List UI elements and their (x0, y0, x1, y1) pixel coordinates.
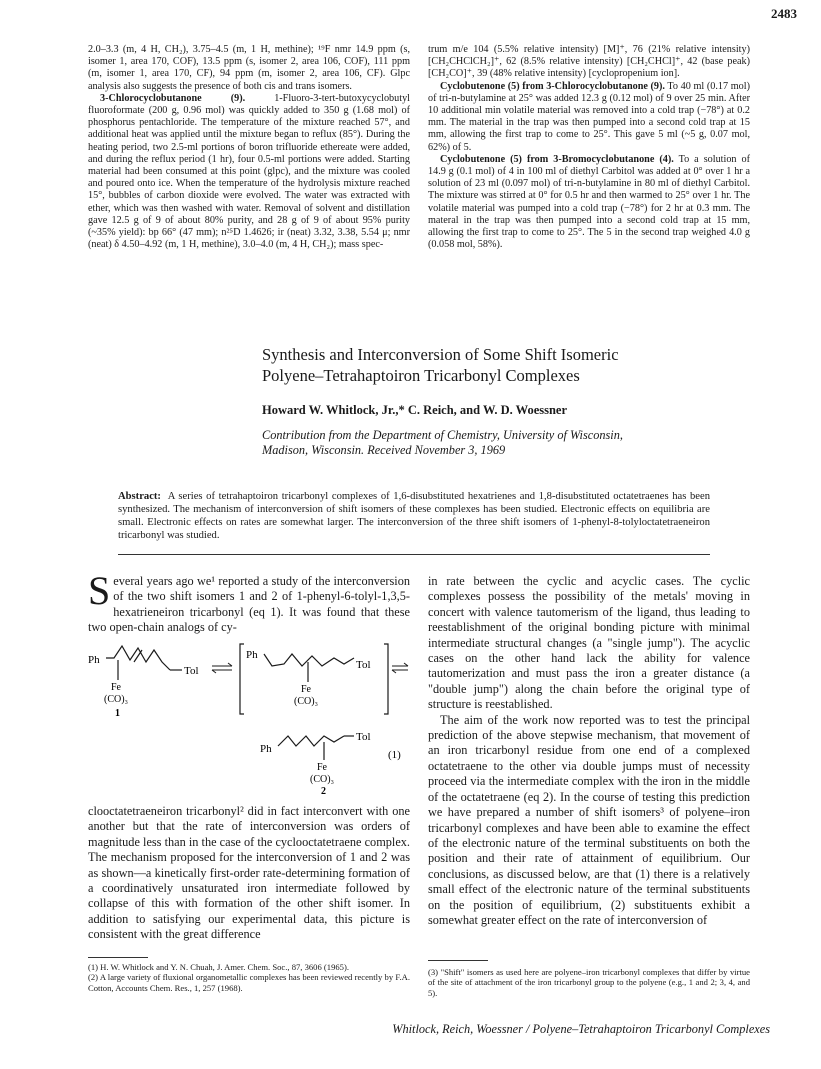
section-heading: Cyclobutenone (5) from 3-Chlorocyclobutanone (9). (440, 80, 665, 92)
phenyl-label: Ph (260, 743, 272, 755)
phenyl-label: Ph (88, 654, 100, 666)
footnote-divider (88, 957, 148, 958)
paragraph-text: 1-Fluoro-3-tert-butoxycyclobutyl fluoroformate (200 g, 0.96 mol) was quickly added to 350 g (1.68 mol) of phosphorus pentachloride. The temperature of the mixture reached 57°, and additional heat was applied until the mixture began to reflux (85°). During the heating period, two 2.5-ml portions of boron trifluoride ethereate were added, and during the reflux period (1 hr), four 0.5-ml portions were added. Starting material had been consumed at this point (glpc), and the mixture was cooled and poured onto ice. When the temperature of the hydrolysis mixture reached 15°, bubbles of carbon dioxide were evolved. The water was extracted with ether, which was then washed with water. Removal of solvent and distillation gave 12.5 g of 9 of about 80% purity, and 28 g of 9 of about 95% purity (~35% yield): bp 66° (47 mm); n²⁵D 1.4626; ir (neat) 3.32, 3.38, 5.54 μ; nmr (neat) δ 4.50–4.92 (m, 1 H, methine), 3.0–4.0 (m, 4 H, CH₂); mass spec- (88, 92, 410, 251)
experimental-paragraph: trum m/e 104 (5.5% relative intensity) [M]⁺, 76 (21% relative intensity) [CH₂CHClCH₂]⁺, 62 (8.5% relative intensity) [CH₂CHCl]⁺, 42 (base peak) [CH₂CO]⁺, 39 (48% relative intensity) [cyclopropenium ion]. (428, 44, 750, 80)
compound-label-1: 1 (115, 708, 120, 719)
bracket-right (384, 644, 388, 714)
experimental-paragraph: 2.0–3.3 (m, 4 H, CH₂), 3.75–4.5 (m, 1 H, methine); ¹⁹F nmr 14.9 ppm (s, isomer 1, area 170, COF), 13.5 ppm (s, isomer 2, area 106, COF), 111 ppm (m, isomer 1, area 170, CF), 94 ppm (m, isomer 2, area 106, CF). Glpc analysis also suggests the presence of both cis and trans isomers. (88, 44, 410, 92)
iron-label: Fe (301, 684, 311, 695)
drop-cap: S (88, 568, 111, 613)
experimental-left-column (88, 44, 410, 251)
footnotes-left (88, 962, 410, 993)
equation-number: (1) (388, 749, 401, 761)
iron-label: Fe (317, 762, 327, 773)
phenyl-label: Ph (246, 649, 258, 661)
carbonyl-label: (CO)₃ (294, 696, 319, 707)
polyene-chain (264, 654, 354, 666)
body-paragraph: in rate between the cyclic and acyclic cases. The cyclic complexes possess the possibility of the metals' moving in concert with valence tautomerism of the ligand, thus leading to reestablishment of the original bonding picture with minimal intermediate structural changes (a "single jump"). The acyclic cases on the other hand lack the ability for valence tautomerization and must pass the iron a greater distance (a "double jump") along the chain before the original type of structure is reestablished. (428, 574, 750, 712)
footnote: (1) H. W. Whitlock and Y. N. Chuah, J. Amer. Chem. Soc., 87, 3606 (1965). (88, 962, 349, 972)
page-number: 2483 (771, 6, 797, 21)
footnote-divider (428, 960, 488, 961)
experimental-paragraph (428, 154, 750, 252)
intro-paragraph (88, 568, 410, 636)
experimental-paragraph (428, 81, 750, 154)
carbonyl-label: (CO)₃ (104, 694, 129, 705)
affiliation-line: Madison, Wisconsin. Received November 3, 1969 (262, 443, 506, 457)
tolyl-label: Tol (356, 659, 371, 671)
body-paragraph: clooctatetraeneiron tricarbonyl² did in fact interconvert with one another but that the rate of interconversion was orders of magnitude less than in the case of the cyclooctatetraene complex. The mechanism proposed for the interconversion of 1 and 2 was as shown—a kinetically first-order rate-determining formation of a coordinatively unsaturated iron intermediate followed by collapse of this with formation of the other shift isomer. In addition to satisfying our experimental data, this picture is consistent with the great difference (88, 804, 410, 942)
section-heading: 3-Chlorocyclobutanone (9). (100, 92, 246, 104)
paragraph-text: To a solution of 14.9 g (0.1 mol) of 4 in 100 ml of diethyl Carbitol was added at 0° over 1 hr a solution of 23 ml (0.097 mol) of tri-n-butylamine in 80 ml of diethyl Carbitol. The mixture was stirred at 0° for 0.5 hr and then warmed to 25° over 1 hr. The volatile material was pumped into a cold trap (−78°) for 2 hr at 0.3 mm. The materal in the trap was then pumped into a second cold trap at 15 mm, allowing the first trap to come to 25°. The 5 in the second trap weighed 4.0 g (0.058 mol, 58%). (428, 153, 750, 251)
polyene-chain (106, 646, 170, 670)
paragraph-text: To 40 ml (0.17 mol) of tri-n-butylamine at 25° was added 12.3 g (0.12 mol) of 9 over 25 min. After 10 additional min volatile material was removed into a cold trap (−78°) at 0.2 mm. The material in the trap was then pumped into a second cold trap at 15 mm, allowing the first trap to come to 25°. This gave 5 ml (~5 g, 0.07 mol, 62%) of 5. (428, 80, 750, 153)
footnote: (2) A large variety of fluxional organometallic complexes has been reviewed recently by F.A. Cotton, Accounts Chem. Res., 1, 257 (1968). (88, 972, 410, 993)
reaction-scheme (88, 642, 410, 794)
tolyl-label: Tol (356, 731, 371, 743)
abstract-text: A series of tetrahaptoiron tricarbonyl complexes of 1,6-disubstituted hexatrienes and 1,8-disubstituted octatetraenes has been synthesized. The mechanism of interconversion of shift isomers of these complexes has been studied. Electronic effects on equilibria are small. Electronic effects on rates are somewhat larger. The interconversion of the three shift isomers of 1-phenyl-8-tolyloctatetraeneiron tricarbonyl was studied. (118, 491, 710, 541)
body-paragraph: The aim of the work now reported was to test the principal prediction of the above stepwise mechanism, that movement of an iron tricarbonyl residue from one end of a complexed octatetraene to the other via double jumps must of necessity proceed via the intermediate complex with the iron in the middle of the octatetraene (eq 2). In the course of testing this prediction we have prepared a number of shift isomers³ of polyene–iron tricarbonyl complexes and have been able to examine the effect of the electronic nature of the terminal substituents on both the position and their rate of attainment of equilibrium. Our conclusions, as discussed below, are that (1) there is a relatively small effect of the electronic nature of the terminal substituents on the position of equilibrium, (2) substituents exhibit a somewhat greater effect on the rate of interconversion of (428, 712, 750, 927)
tolyl-label: Tol (184, 665, 199, 677)
iron-label: Fe (111, 682, 121, 693)
footnote: (3) "Shift" isomers as used here are polyene–iron tricarbonyl complexes that differ by virtue of the site of attachment of the iron tricarbonyl group to the polyene (e.g., 1 and 2; 3, 4, and 5). (428, 967, 750, 998)
affiliation-line: Contribution from the Department of Chemistry, University of Wisconsin, (262, 428, 623, 442)
abstract-divider (118, 554, 710, 555)
authors: Howard W. Whitlock, Jr.,* C. Reich, and W. D. Woessner (262, 403, 568, 417)
polyene-chain (278, 736, 344, 746)
footnotes-right (428, 967, 750, 998)
title-line: Polyene–Tetrahaptoiron Tricarbonyl Complexes (262, 366, 580, 385)
experimental-right-column (428, 44, 750, 251)
abstract (118, 490, 710, 542)
abstract-label: Abstract: (118, 491, 161, 502)
section-heading: Cyclobutenone (5) from 3-Bromocyclobutanone (4). (440, 153, 674, 165)
body-right-column (428, 574, 750, 928)
article-title (262, 344, 732, 386)
experimental-paragraph (88, 93, 410, 252)
title-line: Synthesis and Interconversion of Some Shift Isomeric (262, 345, 619, 364)
running-footer: Whitlock, Reich, Woessner / Polyene–Tetrahaptoiron Tricarbonyl Complexes (392, 1022, 770, 1036)
bracket-left (240, 644, 244, 714)
affiliation (262, 428, 732, 458)
compound-label-2: 2 (321, 786, 326, 794)
carbonyl-label: (CO)₃ (310, 774, 335, 785)
paragraph-text: everal years ago we¹ reported a study of the interconversion of the two shift isomers 1 and 2 of 1-phenyl-6-tolyl-1,3,5-hexatrieneiron tricarbonyl (eq 1). It was found that these two open-chain analogs of cy- (88, 574, 410, 635)
